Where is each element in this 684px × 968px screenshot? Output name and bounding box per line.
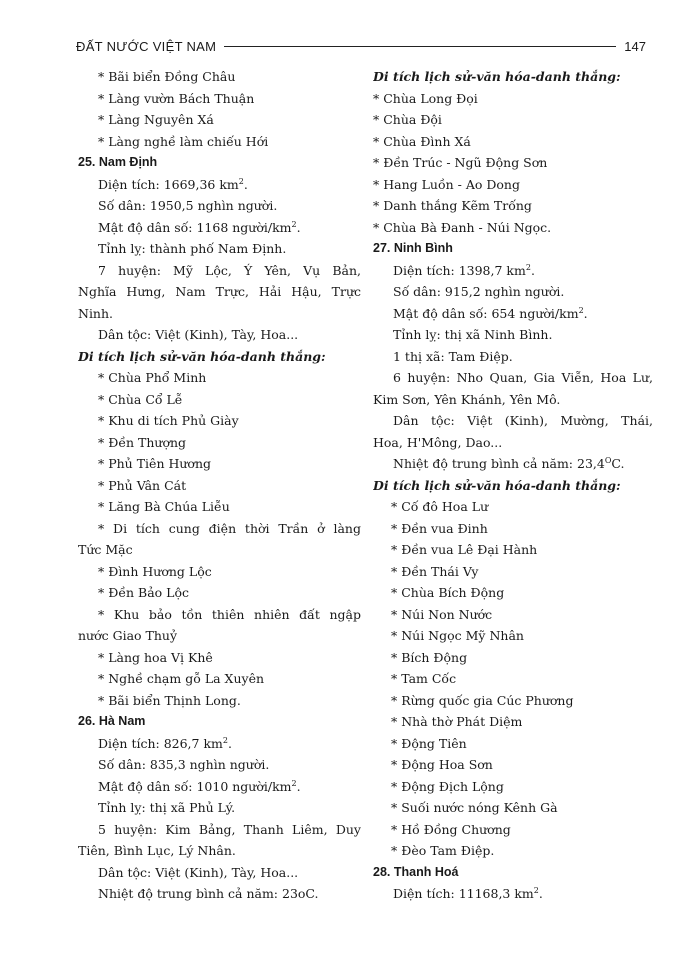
list-item: * Rừng quốc gia Cúc Phương	[391, 692, 574, 708]
list-item: * Suối nước nóng Kênh Gà	[391, 800, 558, 815]
ethnic-line: Dân tộc: Việt (Kinh), Tày, Hoa...	[98, 327, 299, 342]
page-number: 147	[624, 38, 646, 54]
list-item: * Động Hoa Sơn	[391, 757, 493, 772]
temperature-line: Nhiệt độ trung bình cả năm: $23,4^OC$.	[393, 455, 625, 471]
capital-line: Tỉnh lỵ: thị xã Ninh Bình.	[393, 327, 553, 342]
list-item: * Chùa Bà Đanh - Núi Ngọc.	[373, 219, 552, 235]
capital-line: Tỉnh lỵ: thị xã Phủ Lý.	[98, 800, 236, 815]
list-item: * Cố đô Hoa Lư	[391, 499, 489, 514]
sites-heading: Di tích lịch sử-văn hóa-danh thắng:	[373, 477, 621, 493]
ethnic-line: Hoa, H'Mông, Dao...	[373, 434, 503, 450]
section-heading-nam-dinh: 25. Nam Định	[78, 155, 158, 169]
list-item: * Hang Luồn - Ao Dong	[373, 176, 520, 192]
list-item: * Động Tiên	[391, 735, 467, 751]
list-item: * Chùa Bích Động	[391, 585, 505, 600]
list-item: * Núi Ngọc Mỹ Nhân	[391, 628, 524, 643]
list-item: * Đền Thượng	[98, 434, 187, 450]
list-item: * Bãi biển Thịnh Long.	[98, 692, 241, 708]
list-item: * Đền Bảo Lộc	[98, 585, 189, 600]
list-item: * Đèo Tam Điệp.	[391, 843, 495, 858]
list-item: * Nghề chạm gỗ La Xuyên	[98, 671, 265, 686]
list-item: * Khu di tích Phủ Giày	[98, 413, 239, 428]
running-header	[76, 36, 646, 56]
districts-line: Kim Sơn, Yên Khánh, Yên Mô.	[373, 391, 561, 407]
density-line: Mật độ dân số: 1010 người/$km^2$.	[98, 778, 301, 794]
section-heading-ha-nam: 26. Hà Nam	[78, 714, 146, 728]
list-item: * Chùa Phổ Minh	[98, 370, 207, 385]
districts-line: Tiên, Bình Lục, Lý Nhân.	[78, 843, 236, 858]
list-item: * Đình Hương Lộc	[98, 563, 212, 579]
list-item-continued: Tức Mặc	[78, 542, 133, 557]
districts-line: 5 huyện: Kim Bảng, Thanh Liêm, Duy	[98, 821, 361, 837]
list-item: * Chùa Long Đọi	[373, 90, 478, 106]
districts-line: 7 huyện: Mỹ Lộc, Ý Yên, Vụ Bản,	[98, 262, 361, 278]
population-line: Số dân: 835,3 nghìn người.	[98, 757, 270, 772]
capital-line: Tỉnh lỵ: thành phố Nam Định.	[98, 241, 287, 256]
list-item: * Làng hoa Vị Khê	[98, 649, 213, 665]
list-item: * Đền vua Đinh	[391, 520, 488, 536]
list-item: * Lăng Bà Chúa Liễu	[98, 499, 230, 514]
area-line: Diện tích: 1669,36 $km^2$.	[98, 176, 248, 192]
ethnic-line: Dân tộc: Việt (Kinh), Mường, Thái,	[393, 413, 653, 428]
list-item: * Chùa Đình Xá	[373, 133, 471, 149]
districts-line: 6 huyện: Nho Quan, Gia Viễn, Hoa Lư,	[393, 370, 653, 385]
density-line: Mật độ dân số: 654 người/$km^2$.	[393, 305, 588, 321]
list-item: * Bãi biển Đồng Châu	[98, 69, 236, 84]
list-item: * Phủ Tiên Hương	[98, 456, 211, 471]
list-item: * Đền vua Lê Đại Hành	[391, 542, 538, 557]
list-item: * Danh thắng Kẽm Trống	[373, 198, 532, 213]
area-line: Diện tích: 11168,3 $km^2$.	[393, 885, 543, 901]
towns-line: 1 thị xã: Tam Điệp.	[393, 348, 513, 364]
ethnic-line: Dân tộc: Việt (Kinh), Tày, Hoa...	[98, 864, 299, 880]
districts-line: Nghĩa Hưng, Nam Trực, Hải Hậu, Trực	[78, 284, 361, 299]
list-item: * Đền Trúc - Ngũ Động Sơn	[373, 155, 548, 170]
list-item-continued: nước Giao Thuỷ	[78, 628, 178, 643]
list-item: * Chùa Cổ Lễ	[98, 391, 183, 407]
area-line: Diện tích: 826,7 $km^2$.	[98, 735, 232, 751]
book-title: ĐẤT NƯỚC VIỆT NAM	[76, 38, 217, 54]
sites-heading: Di tích lịch sử-văn hóa-danh thắng:	[78, 348, 326, 364]
sites-heading: Di tích lịch sử-văn hóa-danh thắng:	[373, 69, 621, 84]
section-heading-thanh-hoa: 28. Thanh Hoá	[373, 864, 459, 879]
list-item: * Di tích cung điện thời Trần ở làng	[98, 520, 361, 536]
population-line: Số dân: 915,2 nghìn người.	[393, 284, 565, 299]
list-item: * Làng vườn Bách Thuận	[98, 90, 255, 106]
right-column	[373, 66, 653, 905]
list-item: * Động Địch Lộng	[391, 778, 504, 794]
list-item: * Bích Động	[391, 649, 468, 665]
list-item: * Hồ Đồng Chương	[391, 821, 511, 837]
list-item: * Nhà thờ Phát Diệm	[391, 714, 523, 729]
list-item: * Tam Cốc	[391, 671, 457, 686]
list-item: * Đền Thái Vy	[391, 563, 479, 579]
list-item: * Khu bảo tồn thiên nhiên đất ngập	[98, 606, 361, 622]
header-rule	[224, 46, 616, 47]
temperature-line: Nhiệt độ trung bình cả năm: 23oC.	[98, 886, 319, 901]
list-item: * Chùa Đội	[373, 112, 442, 127]
population-line: Số dân: 1950,5 nghìn người.	[98, 198, 278, 213]
area-line: Diện tích: 1398,7 $km^2$.	[393, 262, 535, 278]
list-item: * Núi Non Nước	[391, 606, 493, 622]
districts-line: Ninh.	[78, 305, 114, 321]
section-heading-ninh-binh: 27. Ninh Bình	[373, 241, 453, 255]
list-item: * Làng nghề làm chiếu Hới	[98, 133, 269, 149]
left-column	[78, 66, 361, 905]
list-item: * Phủ Vân Cát	[98, 477, 187, 493]
density-line: Mật độ dân số: 1168 người/$km^2$.	[98, 219, 301, 235]
list-item: * Làng Nguyên Xá	[98, 112, 214, 127]
